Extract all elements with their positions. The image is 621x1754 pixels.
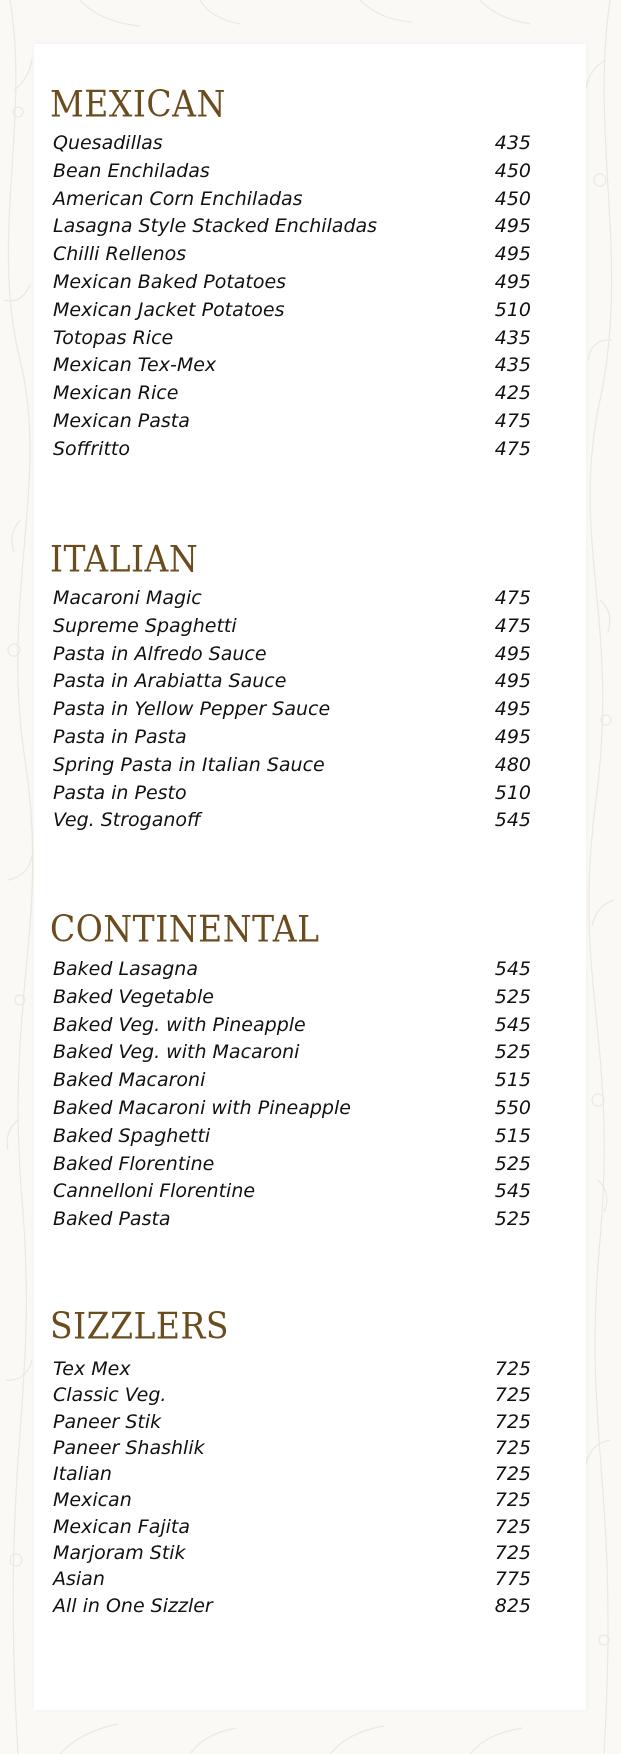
menu-item [50,352,534,380]
item-name: Baked Vegetable [53,985,214,1008]
bottom-leaf-decoration [60,1724,522,1754]
item-name: Pasta in Yellow Pepper Sauce [53,698,331,721]
menu-item [50,807,534,835]
item-price: 725 [494,1384,531,1407]
item-price: 725 [494,1463,531,1486]
menu-list-italian [50,585,534,835]
menu-item [50,780,534,808]
item-name: Italian [53,1463,112,1486]
item-name: Mexican Tex-Mex [53,354,217,377]
item-price: 450 [494,159,531,182]
item-name: Bean Enchiladas [53,159,210,182]
section-title-sizzlers: SIZZLERS [50,1304,229,1348]
item-price: 495 [494,670,531,693]
menu-item [50,1206,534,1234]
menu-item [50,1095,534,1123]
menu-list-mexican [50,130,534,464]
item-price: 525 [494,985,531,1008]
item-price: 515 [494,1124,531,1147]
menu-item [50,668,534,696]
item-name: Soffritto [53,437,131,460]
menu-list-continental [50,956,534,1234]
menu-item [50,1593,534,1619]
item-price: 725 [494,1410,531,1433]
item-price: 475 [494,437,531,460]
item-price: 725 [494,1489,531,1512]
item-name: Classic Veg. [53,1384,167,1407]
item-name: Mexican Jacket Potatoes [53,298,285,321]
item-price: 495 [494,243,531,266]
menu-item [50,984,534,1012]
item-name: Supreme Spaghetti [53,614,237,637]
section-title-mexican: MEXICAN [50,82,226,126]
item-price: 525 [494,1152,531,1175]
menu-item [50,269,534,297]
menu-item [50,297,534,325]
menu-item [50,1178,534,1206]
item-price: 435 [494,132,531,154]
item-name: Mexican Pasta [53,409,190,432]
section-mexican [50,80,534,464]
item-price: 725 [494,1358,531,1380]
item-price: 495 [494,725,531,748]
item-name: Baked Veg. with Macaroni [53,1041,300,1064]
item-name: Paneer Stik [53,1410,162,1433]
menu-item [50,1356,534,1382]
item-name: Veg. Stroganoff [53,809,201,832]
item-name: Baked Macaroni [53,1069,206,1092]
item-price: 525 [494,1041,531,1064]
item-price: 515 [494,1069,531,1092]
item-name: Chilli Rellenos [53,243,187,266]
menu-item [50,130,534,158]
item-price: 525 [494,1208,531,1231]
menu-item [50,585,534,613]
section-title-italian: ITALIAN [50,537,199,581]
item-name: Baked Pasta [53,1208,171,1231]
item-name: Pasta in Alfredo Sauce [53,642,267,665]
menu-item [50,724,534,752]
item-price: 775 [494,1568,531,1591]
section-continental [50,905,534,1234]
item-name: American Corn Enchiladas [53,187,303,210]
item-name: Spring Pasta in Italian Sauce [53,753,325,776]
menu-item [50,1461,534,1487]
item-name: Mexican Baked Potatoes [53,270,287,293]
item-name: Pasta in Arabiatta Sauce [53,670,287,693]
menu-item [50,1382,534,1408]
item-price: 545 [494,809,531,832]
item-price: 510 [494,298,531,321]
menu-item [50,1487,534,1513]
menu-item [50,641,534,669]
item-price: 550 [494,1096,531,1119]
item-price: 495 [494,642,531,665]
item-name: Mexican [53,1489,132,1512]
menu-item [50,213,534,241]
menu-item [50,380,534,408]
item-price: 425 [494,382,531,405]
item-name: Mexican Fajita [53,1515,190,1538]
menu-item [50,696,534,724]
item-price: 450 [494,187,531,210]
item-name: Cannelloni Florentine [53,1180,256,1203]
menu-item [50,158,534,186]
item-name: Mexican Rice [53,382,179,405]
item-price: 545 [494,958,531,980]
menu-item [50,1151,534,1179]
menu-item [50,1514,534,1540]
menu-item [50,1409,534,1435]
menu-item [50,325,534,353]
item-name: Pasta in Pasta [53,725,187,748]
item-price: 475 [494,409,531,432]
item-name: Tex Mex [53,1358,131,1380]
item-name: Pasta in Pesto [53,781,187,804]
item-name: Lasagna Style Stacked Enchiladas [53,215,378,238]
menu-item [50,1067,534,1095]
item-name: Baked Lasagna [53,958,198,980]
item-name: Marjoram Stik [53,1542,186,1565]
item-name: Baked Macaroni with Pineapple [53,1096,351,1119]
item-price: 435 [494,326,531,349]
item-price: 825 [494,1594,531,1617]
menu-item [50,1123,534,1151]
item-price: 480 [494,753,531,776]
menu-item [50,1012,534,1040]
menu-item [50,1566,534,1592]
item-price: 475 [494,587,531,609]
menu-item [50,752,534,780]
item-name: Baked Veg. with Pineapple [53,1013,306,1036]
item-name: Asian [53,1568,105,1591]
item-name: Totopas Rice [53,326,174,349]
menu-item [50,1435,534,1461]
item-name: Paneer Shashlik [53,1436,205,1459]
section-sizzlers [50,1302,534,1619]
item-name: Baked Spaghetti [53,1124,211,1147]
top-leaf-decoration [80,0,530,26]
item-price: 435 [494,354,531,377]
section-title-continental: CONTINENTAL [50,907,320,951]
item-name: All in One Sizzler [53,1594,213,1617]
menu-item [50,436,534,464]
item-name: Macaroni Magic [53,587,202,609]
item-price: 495 [494,270,531,293]
section-italian [50,535,534,835]
menu-item [50,241,534,269]
menu-item [50,408,534,436]
right-vine-decoration [586,0,614,1754]
item-price: 510 [494,781,531,804]
item-name: Quesadillas [53,132,163,154]
menu-item [50,956,534,984]
menu-item [50,1540,534,1566]
item-price: 475 [494,614,531,637]
item-name: Baked Florentine [53,1152,215,1175]
menu-list-sizzlers [50,1356,534,1619]
item-price: 545 [494,1180,531,1203]
item-price: 495 [494,215,531,238]
item-price: 495 [494,698,531,721]
menu-item [50,613,534,641]
item-price: 545 [494,1013,531,1036]
item-price: 725 [494,1542,531,1565]
item-price: 725 [494,1436,531,1459]
left-vine-decoration [4,0,33,1754]
menu-item [50,1039,534,1067]
menu-item [50,186,534,214]
item-price: 725 [494,1515,531,1538]
